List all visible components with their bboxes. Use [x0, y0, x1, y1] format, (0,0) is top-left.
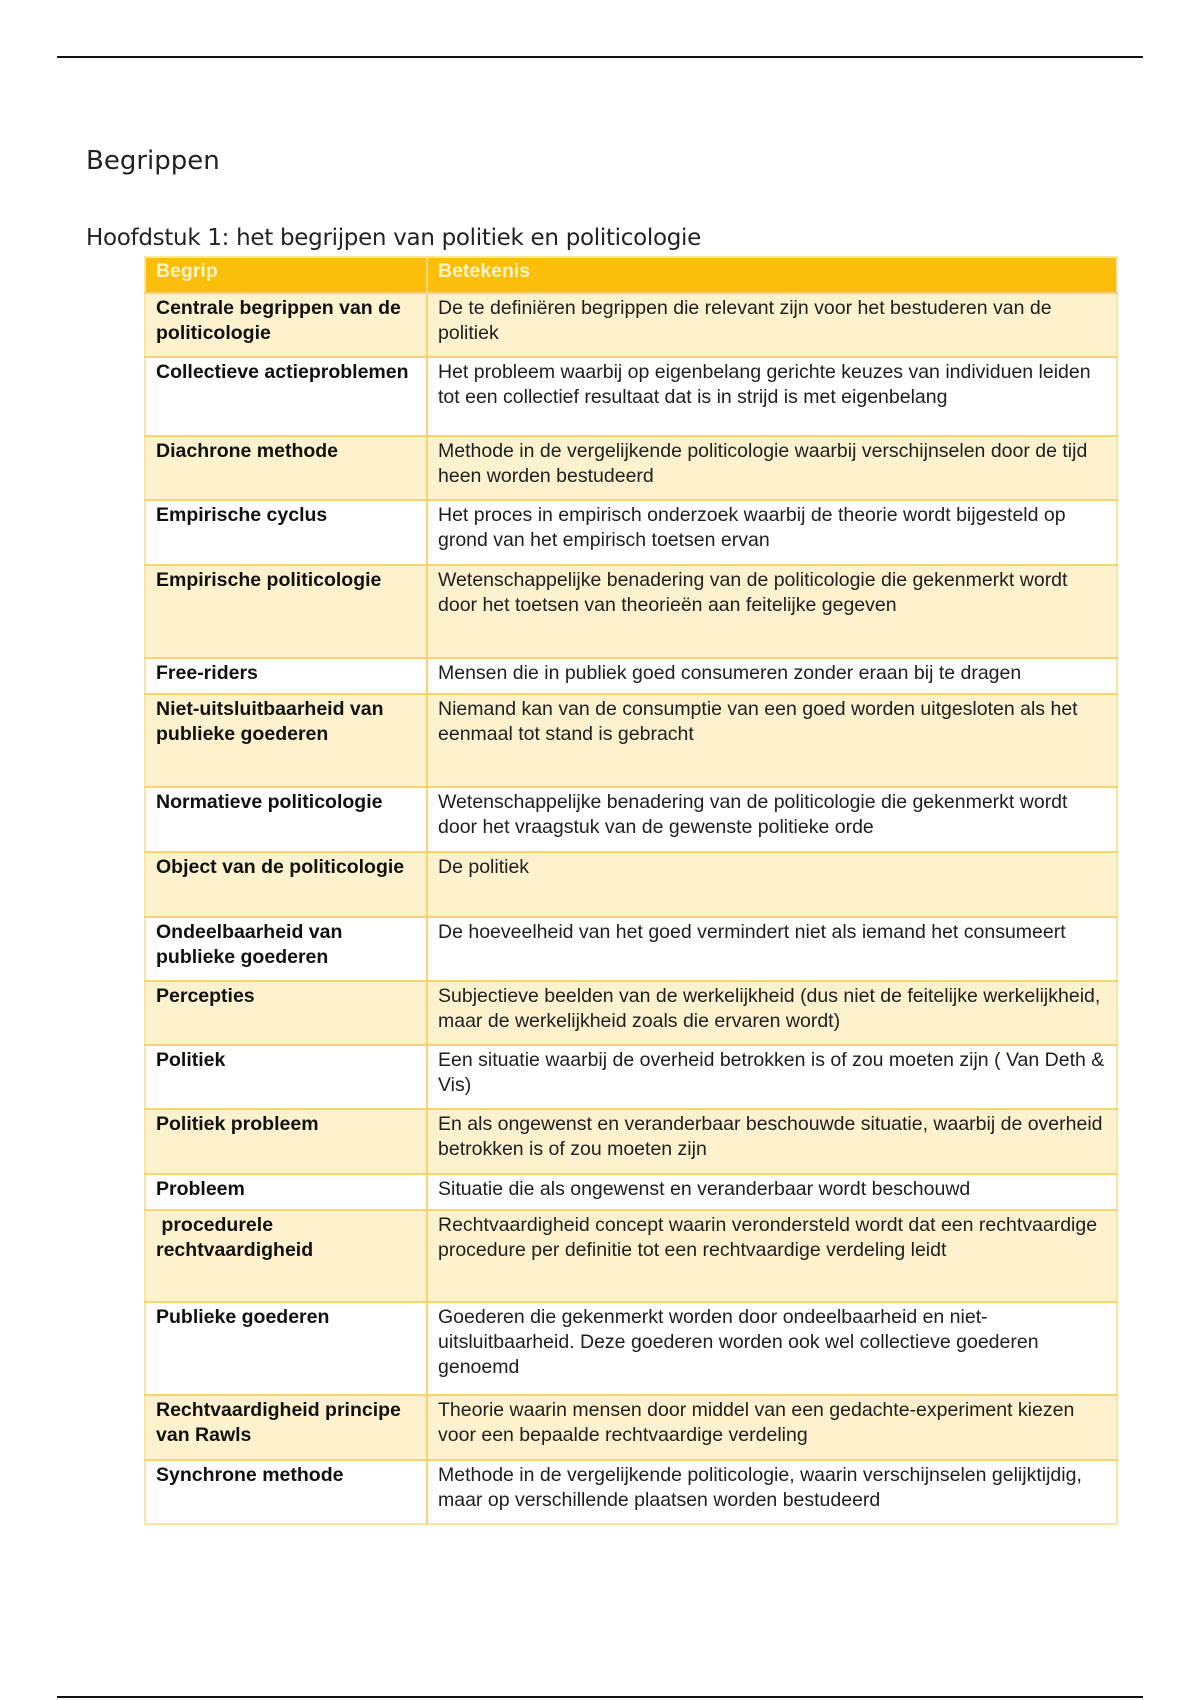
glossary-table	[144, 256, 1118, 1525]
header-rule	[57, 56, 1143, 58]
definition-cell: Een situatie waarbij de overheid betrokken is of zou moeten zijn ( Van Deth & Vis)	[427, 1045, 1117, 1109]
term-cell: procedurele rechtvaardigheid	[145, 1210, 427, 1302]
table-row	[145, 1395, 1117, 1460]
document-title: Begrippen	[86, 146, 220, 176]
term-cell: Collectieve actieproblemen	[145, 357, 427, 436]
definition-cell: Subjectieve beelden van de werkelijkheid (dus niet de feitelijke werkelijkheid, maar de werkelijkheid zoals die ervaren wordt)	[427, 981, 1117, 1045]
table-row	[145, 694, 1117, 787]
definition-cell: En als ongewenst en veranderbaar beschouwde situatie, waarbij de overheid betrokken is of zou moeten zijn	[427, 1109, 1117, 1174]
definition-cell: De te definiëren begrippen die relevant zijn voor het bestuderen van de politiek	[427, 293, 1117, 357]
definition-cell: Het probleem waarbij op eigenbelang gerichte keuzes van individuen leiden tot een collectief resultaat dat is in strijd is met eigenbelang	[427, 357, 1117, 436]
term-cell: Object van de politicologie	[145, 852, 427, 917]
table-row	[145, 1109, 1117, 1174]
definition-cell: Goederen die gekenmerkt worden door ondeelbaarheid en niet-uitsluitbaarheid. Deze goederen worden ook wel collectieve goederen genoemd	[427, 1302, 1117, 1395]
table-row	[145, 1045, 1117, 1109]
term-cell: Publieke goederen	[145, 1302, 427, 1395]
term-cell: Rechtvaardigheid principe van Rawls	[145, 1395, 427, 1460]
table-row	[145, 658, 1117, 694]
term-cell: Probleem	[145, 1174, 427, 1210]
term-cell: Niet-uitsluitbaarheid van publieke goederen	[145, 694, 427, 787]
table-row	[145, 436, 1117, 500]
column-header-definition: Betekenis	[427, 257, 1117, 293]
table-row	[145, 787, 1117, 852]
definition-cell: De hoeveelheid van het goed vermindert niet als iemand het consumeert	[427, 917, 1117, 981]
term-cell: Centrale begrippen van de politicologie	[145, 293, 427, 357]
table-row	[145, 917, 1117, 981]
table-row	[145, 565, 1117, 658]
table-row	[145, 500, 1117, 565]
table-row	[145, 1210, 1117, 1302]
term-cell: Synchrone methode	[145, 1460, 427, 1524]
chapter-title: Hoofdstuk 1: het begrijpen van politiek en politicologie	[86, 225, 701, 251]
table-row	[145, 1460, 1117, 1524]
definition-cell: Wetenschappelijke benadering van de politicologie die gekenmerkt wordt door het vraagstuk van de gewenste politieke orde	[427, 787, 1117, 852]
definition-cell: Niemand kan van de consumptie van een goed worden uitgesloten als het eenmaal tot stand is gebracht	[427, 694, 1117, 787]
table-header-row	[145, 257, 1117, 293]
term-cell: Diachrone methode	[145, 436, 427, 500]
table-row	[145, 852, 1117, 917]
term-cell: Normatieve politicologie	[145, 787, 427, 852]
term-cell: Percepties	[145, 981, 427, 1045]
term-cell: Free-riders	[145, 658, 427, 694]
table-row	[145, 1302, 1117, 1395]
table-row	[145, 981, 1117, 1045]
definition-cell: Mensen die in publiek goed consumeren zonder eraan bij te dragen	[427, 658, 1117, 694]
definition-cell: Rechtvaardigheid concept waarin verondersteld wordt dat een rechtvaardige procedure per definitie tot een rechtvaardige verdeling leidt	[427, 1210, 1117, 1302]
definition-cell: Methode in de vergelijkende politicologie waarbij verschijnselen door de tijd heen worden bestudeerd	[427, 436, 1117, 500]
term-cell: Politiek probleem	[145, 1109, 427, 1174]
definition-cell: Wetenschappelijke benadering van de politicologie die gekenmerkt wordt door het toetsen van theorieën aan feitelijke gegeven	[427, 565, 1117, 658]
term-cell: Ondeelbaarheid van publieke goederen	[145, 917, 427, 981]
term-cell: Politiek	[145, 1045, 427, 1109]
definition-cell: Situatie die als ongewenst en veranderbaar wordt beschouwd	[427, 1174, 1117, 1210]
table-row	[145, 357, 1117, 436]
definition-cell: Het proces in empirisch onderzoek waarbij de theorie wordt bijgesteld op grond van het empirisch toetsen ervan	[427, 500, 1117, 565]
table-row	[145, 1174, 1117, 1210]
definition-cell: Methode in de vergelijkende politicologie, waarin verschijnselen gelijktijdig, maar op verschillende plaatsen worden bestudeerd	[427, 1460, 1117, 1524]
term-cell: Empirische politicologie	[145, 565, 427, 658]
definition-cell: Theorie waarin mensen door middel van een gedachte-experiment kiezen voor een bepaalde rechtvaardige verdeling	[427, 1395, 1117, 1460]
definition-cell: De politiek	[427, 852, 1117, 917]
table-row	[145, 293, 1117, 357]
column-header-term: Begrip	[145, 257, 427, 293]
term-cell: Empirische cyclus	[145, 500, 427, 565]
footer-rule	[57, 1696, 1143, 1698]
